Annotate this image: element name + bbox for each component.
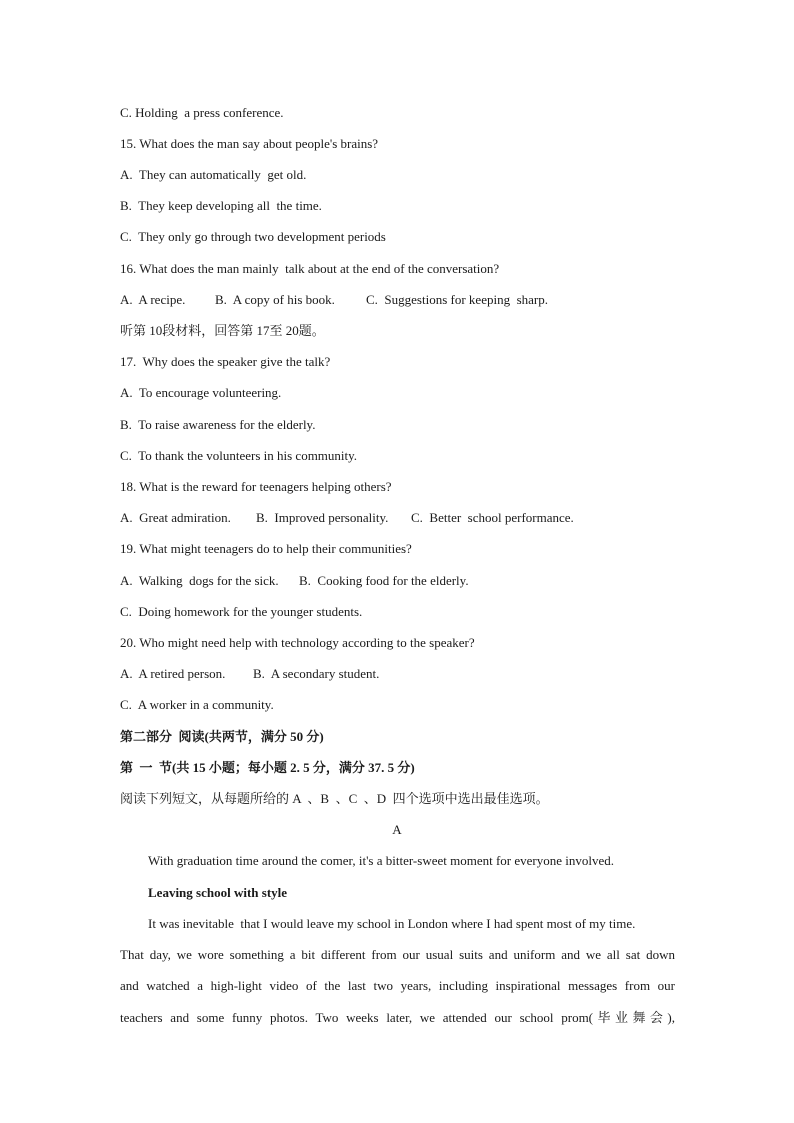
passage-label: A	[392, 822, 402, 837]
option-line: C. Holding a press conference.	[120, 105, 284, 120]
question-16: 16. What does the man mainly talk about at the end of the conversation?	[120, 261, 500, 276]
passage-intro: With graduation time around the comer, it's a bitter-sweet moment for everyone involved.	[148, 853, 615, 868]
listening-instruction: 听第 10段材料，回答第 17至 20题。	[120, 323, 325, 338]
question-17-option-c: C. To thank the volunteers in his community.	[120, 448, 358, 463]
question-20-option-c: C. A worker in a community.	[120, 697, 274, 712]
reading-instruction: 阅读下列短文，从每题所给的 A 、B 、C 、D 四个选项中选出最佳选项。	[120, 791, 549, 806]
article-title: Leaving school with style	[148, 885, 288, 900]
question-19-option-a: A. Walking dogs for the sick.	[120, 573, 279, 588]
question-19: 19. What might teenagers do to help their communities?	[120, 541, 412, 556]
question-16-option-c: C. Suggestions for keeping sharp.	[366, 292, 548, 307]
question-15-option-b: B. They keep developing all the time.	[120, 198, 322, 213]
question-15-option-a: A. They can automatically get old.	[120, 167, 307, 182]
question-19-option-c: C. Doing homework for the younger students.	[120, 604, 363, 619]
question-20: 20. Who might need help with technology according to the speaker?	[120, 635, 475, 650]
question-18-option-c: C. Better school performance.	[411, 510, 574, 525]
section-one-heading: 第 一 节(共 15 小题；每小题 2. 5 分，满分 37. 5 分)	[120, 760, 415, 775]
paragraph-line: teachers and some funny photos. Two weeks later, we attended our school prom(毕业舞会),	[120, 1010, 675, 1025]
question-18-option-b: B. Improved personality.	[256, 510, 389, 525]
part-two-heading: 第二部分 阅读(共两节，满分 50 分)	[120, 729, 324, 744]
question-18: 18. What is the reward for teenagers helping others?	[120, 479, 392, 494]
paragraph-line: That day, we wore something a bit different from our usual suits and uniform and we all sat down	[120, 947, 675, 962]
question-17: 17. Why does the speaker give the talk?	[120, 354, 331, 369]
question-15: 15. What does the man say about people's brains?	[120, 136, 379, 151]
paragraph-line: and watched a high-light video of the last two years, including inspirational messages from our	[120, 978, 675, 993]
question-17-option-b: B. To raise awareness for the elderly.	[120, 417, 316, 432]
question-15-option-c: C. They only go through two development periods	[120, 229, 386, 244]
question-20-option-a: A. A retired person.	[120, 666, 226, 681]
paragraph-line: It was inevitable that I would leave my school in London where I had spent most of my time.	[148, 916, 636, 931]
question-16-option-b: B. A copy of his book.	[215, 292, 335, 307]
question-19-option-b: B. Cooking food for the elderly.	[299, 573, 469, 588]
question-17-option-a: A. To encourage volunteering.	[120, 385, 282, 400]
question-16-option-a: A. A recipe.	[120, 292, 186, 307]
question-20-option-b: B. A secondary student.	[253, 666, 380, 681]
question-18-option-a: A. Great admiration.	[120, 510, 231, 525]
